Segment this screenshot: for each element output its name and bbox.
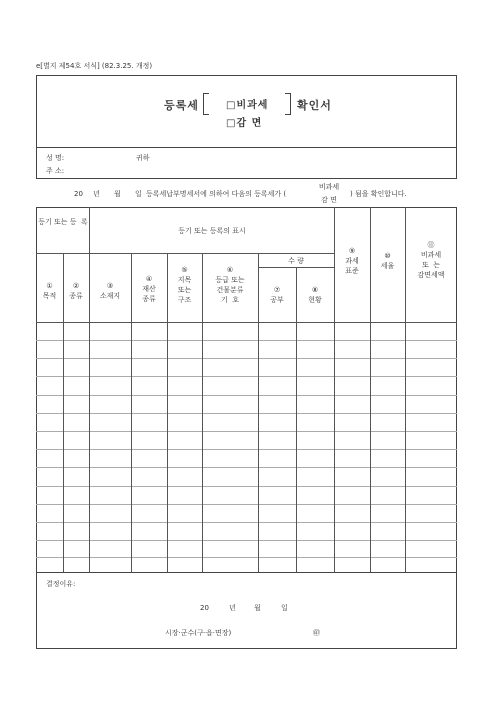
- date-month-unit: 월: [254, 604, 261, 612]
- date-day-unit: 일: [281, 604, 288, 612]
- col-exempt-amount: ⑪ 비과세 또 는 감면세액: [417, 241, 445, 279]
- table-row: [36, 376, 457, 377]
- address-label: 주 소:: [46, 167, 65, 175]
- header-reg-display: 등기 또는 등록의 표시: [178, 227, 246, 235]
- col-property-type: ④ 재산 종류: [142, 275, 156, 303]
- table-row: [36, 557, 457, 558]
- table-row: [36, 358, 457, 359]
- col-land-category: ⑤ 지목 또는 구조: [177, 266, 192, 304]
- header-bottom-line: [36, 322, 457, 323]
- name-label: 성 명:: [46, 154, 65, 162]
- honorific: 귀하: [136, 154, 150, 162]
- table-row: [36, 522, 457, 523]
- confirm-middle: 등록세납부명세서에 의하여 다음의 등록세가 (: [146, 190, 287, 198]
- confirm-day-unit: 일: [135, 190, 142, 198]
- col-location: ③ 소재지: [99, 282, 121, 300]
- confirm-opt-bottom: 감 면: [321, 196, 337, 204]
- header-reg-type: 등기 또는 등 록: [38, 218, 88, 226]
- confirm-end: ) 됨을 확인합니다.: [350, 190, 407, 198]
- form-number: e[별지 제54호 서식] (82.3.25. 개정): [36, 62, 153, 70]
- col-line-1: [63, 253, 64, 573]
- signer-title: 시장·군수(구·읍·면장): [165, 629, 232, 637]
- col-tax-rate: ⑩ 세율: [380, 252, 395, 270]
- col-registry: ⑦ 공부: [270, 286, 284, 304]
- table-row: [36, 540, 457, 541]
- col-purpose: ① 목적: [42, 282, 57, 300]
- table-row: [36, 395, 457, 396]
- table-row: [36, 486, 457, 487]
- col-actual: ⑧ 현황: [308, 286, 322, 304]
- table-row: [36, 340, 457, 341]
- table-row: [36, 431, 457, 432]
- date-year: 20: [200, 604, 209, 612]
- left-bracket: [203, 93, 209, 115]
- decision-box: [36, 572, 457, 649]
- confirm-year-unit: 년: [93, 190, 100, 198]
- title-left: 등록세: [164, 99, 199, 112]
- confirm-opt-top: 비과세: [318, 183, 340, 191]
- table-row: [36, 449, 457, 450]
- col-line-7: [296, 267, 297, 573]
- col-tax-base: ⑨ 과세 표준: [345, 247, 359, 275]
- table-row: [36, 413, 457, 414]
- seal-mark: ㊞: [313, 629, 320, 637]
- recipient-box: [36, 147, 457, 179]
- option-reduction: □감 면: [226, 118, 263, 129]
- col-grade: ⑥ 등급 또는 건물분류 기 호: [215, 266, 245, 304]
- table-row: [36, 504, 457, 505]
- reason-label: 결정이유:: [46, 580, 76, 588]
- right-bracket: [285, 93, 291, 115]
- col-type: ② 종류: [69, 282, 83, 300]
- date-year-unit: 년: [229, 604, 236, 612]
- confirm-month-unit: 월: [114, 190, 121, 198]
- header-line-1: [36, 253, 334, 254]
- header-quantity: 수 량: [288, 257, 304, 265]
- col-line-2: [89, 207, 90, 573]
- table-row: [36, 467, 457, 468]
- option-non-taxable: □비과세: [226, 100, 269, 111]
- confirm-year: 20: [74, 190, 83, 198]
- title-box: [36, 75, 457, 148]
- title-right: 확인서: [297, 99, 332, 112]
